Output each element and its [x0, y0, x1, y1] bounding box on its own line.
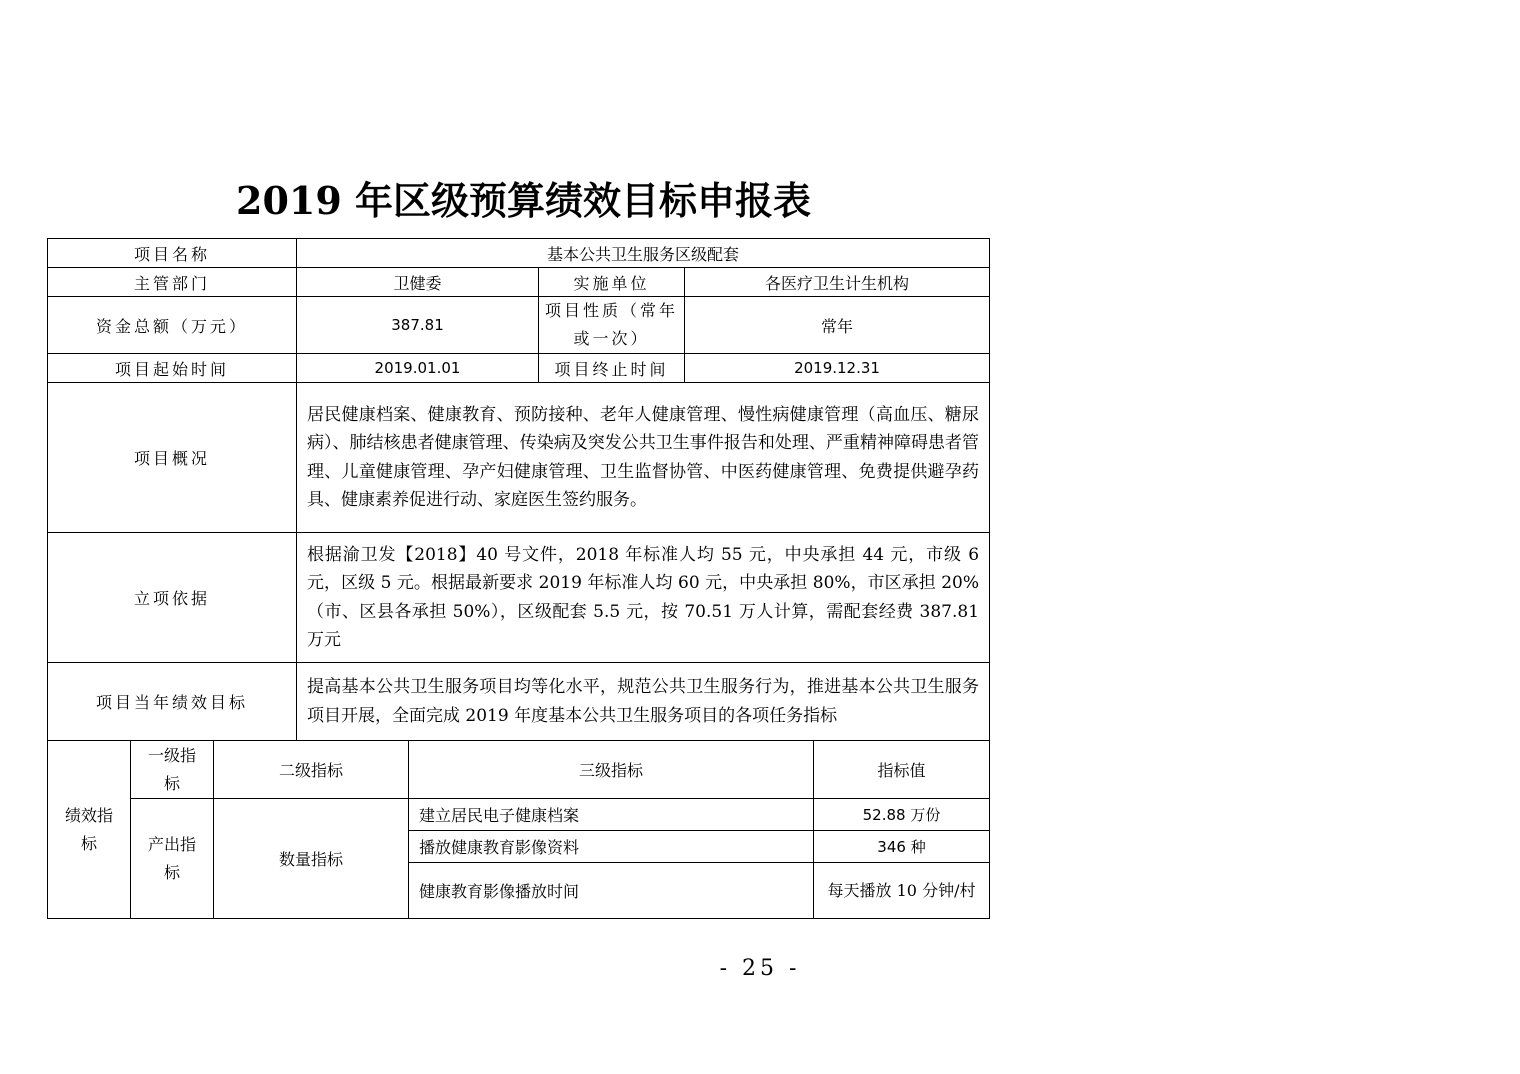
start-label: 项目起始时间 — [48, 354, 297, 383]
basis-text: 根据渝卫发【2018】40 号文件，2018 年标准人均 55 元，中央承担 44 元，市级 6 元，区级 5 元。根据最新要求 2019 年标准人均 60 元，中央承担 80%，市区承担 20%（市、区县各承担 50%），区级配套 5.5 元，按 70.51 万人计算，需配套经费 387.81 万元 — [297, 533, 990, 663]
basis-label: 立项依据 — [48, 533, 297, 663]
indicator-name: 建立居民电子健康档案 — [409, 799, 814, 831]
table-row — [48, 663, 990, 741]
indicator-value: 52.88 万份 — [814, 799, 990, 831]
level1-header: 一级指标 — [131, 741, 214, 799]
project-name-value: 基本公共卫生服务区级配套 — [297, 239, 990, 268]
indicator-table — [47, 740, 990, 919]
start-value: 2019.01.01 — [297, 354, 539, 383]
table-row — [48, 383, 990, 533]
end-label: 项目终止时间 — [539, 354, 685, 383]
level1-value: 产出指标 — [131, 799, 214, 919]
page-number: - 25 - — [719, 956, 801, 981]
table-row — [48, 741, 990, 799]
goal-label: 项目当年绩效目标 — [48, 663, 297, 741]
impl-value: 各医疗卫生计生机构 — [685, 268, 990, 297]
indicator-value: 346 种 — [814, 831, 990, 863]
end-value: 2019.12.31 — [685, 354, 990, 383]
dept-value: 卫健委 — [297, 268, 539, 297]
goal-text: 提高基本公共卫生服务项目均等化水平，规范公共卫生服务行为，推进基本公共卫生服务项目开展，全面完成 2019 年度基本公共卫生服务项目的各项任务指标 — [297, 663, 990, 741]
table-row — [48, 354, 990, 383]
table-row — [48, 239, 990, 268]
level2-header: 二级指标 — [214, 741, 409, 799]
nature-value: 常年 — [685, 297, 990, 354]
project-name-label: 项目名称 — [48, 239, 297, 268]
value-header: 指标值 — [814, 741, 990, 799]
indicator-name: 健康教育影像播放时间 — [409, 863, 814, 919]
level2-value: 数量指标 — [214, 799, 409, 919]
indicator-value: 每天播放 10 分钟/村 — [814, 863, 990, 919]
table-row — [48, 268, 990, 297]
fund-value: 387.81 — [297, 297, 539, 354]
overview-label: 项目概况 — [48, 383, 297, 533]
table-row — [48, 799, 990, 831]
nature-label: 项目性质（常年或一次） — [539, 297, 685, 354]
table-row — [48, 297, 990, 354]
dept-label: 主管部门 — [48, 268, 297, 297]
table-row — [48, 533, 990, 663]
indicator-section-label: 绩效指标 — [48, 741, 131, 919]
page-title: 2019 年区级预算绩效目标申报表 — [236, 178, 811, 223]
level3-header: 三级指标 — [409, 741, 814, 799]
fund-label: 资金总额（万元） — [48, 297, 297, 354]
overview-text: 居民健康档案、健康教育、预防接种、老年人健康管理、慢性病健康管理（高血压、糖尿病）、肺结核患者健康管理、传染病及突发公共卫生事件报告和处理、严重精神障碍患者管理、儿童健康管理、孕产妇健康管理、卫生监督协管、中医药健康管理、免费提供避孕药具、健康素养促进行动、家庭医生签约服务。 — [297, 383, 990, 533]
impl-label: 实施单位 — [539, 268, 685, 297]
budget-info-table — [47, 238, 990, 741]
indicator-name: 播放健康教育影像资料 — [409, 831, 814, 863]
